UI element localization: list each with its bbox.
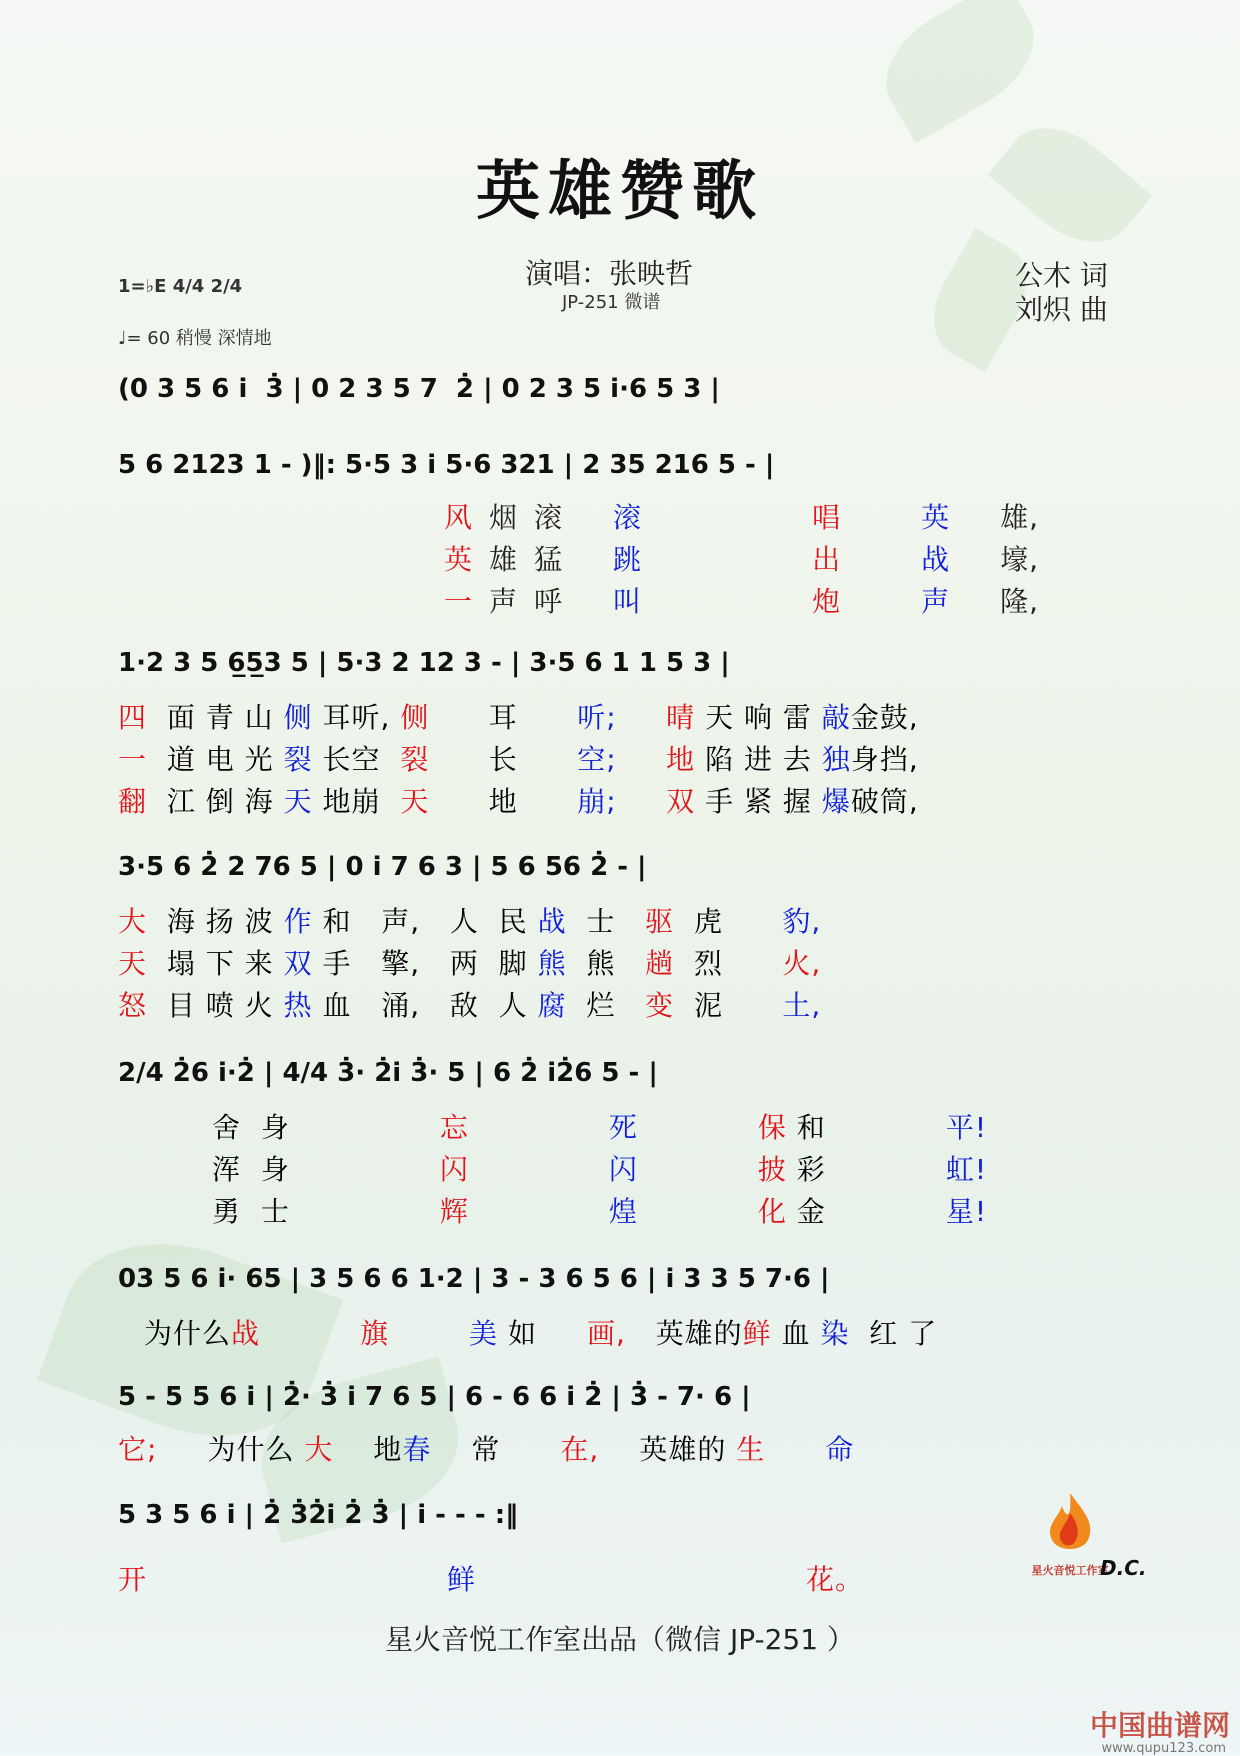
score-line-8: 5 3 5 6 i | 2̇ 3̇2̇i 2̇ 3̇ | i - - - :‖ bbox=[118, 1500, 519, 1530]
watermark-url: www.qupu123.com bbox=[1101, 1741, 1226, 1756]
lyric-row: 英 雄 猛 跳 出 战 壕, bbox=[444, 543, 1039, 576]
score-line-5: 2/4 2̇6 i·2̇ | 4/4 3̇· 2̇i 3̇· 5 | 6 2̇ i2̇6 5 - | bbox=[118, 1058, 658, 1088]
studio-logo bbox=[1030, 1488, 1110, 1577]
score-line-1: (0 3 5 6 i 3̇ | 0 2 3 5 7 2̇ | 0 2 3 5 i·6 5 3 | bbox=[118, 374, 720, 404]
score-line-6: 03 5 6 i· 65 | 3 5 6 6 1·2 | 3 - 3 6 5 6 | i 3 3 5 7·6 | bbox=[118, 1264, 830, 1294]
lyric-row: 天 塌 下 来 双 手 擎, 两 脚 熊 熊 趟 烈 火, bbox=[118, 947, 822, 980]
tempo-marking: ♩= 60 稍慢 深情地 bbox=[118, 328, 272, 349]
score-line-4: 3·5 6 2̇ 2 76 5 | 0 i 7 6 3 | 5 6 56 2̇ - | bbox=[118, 852, 647, 882]
key-signature: 1=♭E 4/4 2/4 bbox=[118, 276, 243, 297]
lyricist-credit: 公木 词 bbox=[1015, 259, 1108, 292]
score-line-7: 5 - 5 5 6 i | 2̇· 3̇ i 7 6 5 | 6 - 6 6 i 2̇ | 3̇ - 7· 6 | bbox=[118, 1382, 751, 1412]
lyric-row: 勇 士 辉 煌 化 金 星! bbox=[212, 1195, 988, 1228]
lyric-row: 一 道 电 光 裂 长空 裂 长 空; 地 陷 进 去 独身挡, bbox=[118, 743, 919, 776]
lyric-row: 四 面 青 山 侧 耳听, 侧 耳 听; 晴 天 响 雷 敲金鼓, bbox=[118, 701, 919, 734]
composer-credit: 刘炽 曲 bbox=[1015, 293, 1108, 326]
lyric-row: 翻 江 倒 海 天 地崩 天 地 崩; 双 手 紧 握 爆破筒, bbox=[118, 785, 919, 818]
song-title: 英雄赞歌 bbox=[476, 154, 764, 229]
lyric-row: 开 鲜 花。 bbox=[118, 1563, 865, 1596]
score-line-3: 1·2 3 5 6̲5̲3 5 | 5·3 2 12 3 - | 3·5 6 1 1 5 3 | bbox=[118, 648, 730, 678]
flame-icon bbox=[1030, 1488, 1110, 1558]
lyric-row: 怒 目 喷 火 热 血 涌, 敌 人 腐 烂 变 泥 土, bbox=[118, 989, 822, 1022]
singer-credit: 演唱：张映哲 bbox=[525, 257, 694, 290]
footer-credit: 星火音悦工作室出品（微信 JP-251 ） bbox=[385, 1623, 855, 1656]
score-line-2: 5 6 2123 1 - )‖: 5·5 3 i 5·6 321 | 2 35 216 5 - | bbox=[118, 450, 775, 480]
watermark-logo: 中国曲谱网 bbox=[1089, 1709, 1230, 1742]
lyric-row: 舍 身 忘 死 保 和 平! bbox=[212, 1111, 988, 1144]
da-capo-marking: D.C. bbox=[1100, 1556, 1147, 1580]
leaf-decoration bbox=[866, 0, 1055, 143]
arranger-credit: JP-251 微谱 bbox=[562, 292, 661, 313]
lyric-row: 它; 为什么 大 地春 常 在, 英雄的 生 命 bbox=[118, 1433, 855, 1466]
lyric-row: 一 声 呼 叫 炮 声 隆, bbox=[444, 585, 1039, 618]
logo-text: 星火音悦工作室 bbox=[1031, 1564, 1109, 1577]
lyric-row: 为什么战 旗 美 如 画, 英雄的鲜 血 染 红 了 bbox=[144, 1317, 938, 1350]
lyric-row: 风 烟 滚 滚 唱 英 雄, bbox=[444, 501, 1039, 534]
lyric-row: 浑 身 闪 闪 披 彩 虹! bbox=[212, 1153, 988, 1186]
lyric-row: 大 海 扬 波 作 和 声, 人 民 战 士 驱 虎 豹, bbox=[118, 905, 822, 938]
